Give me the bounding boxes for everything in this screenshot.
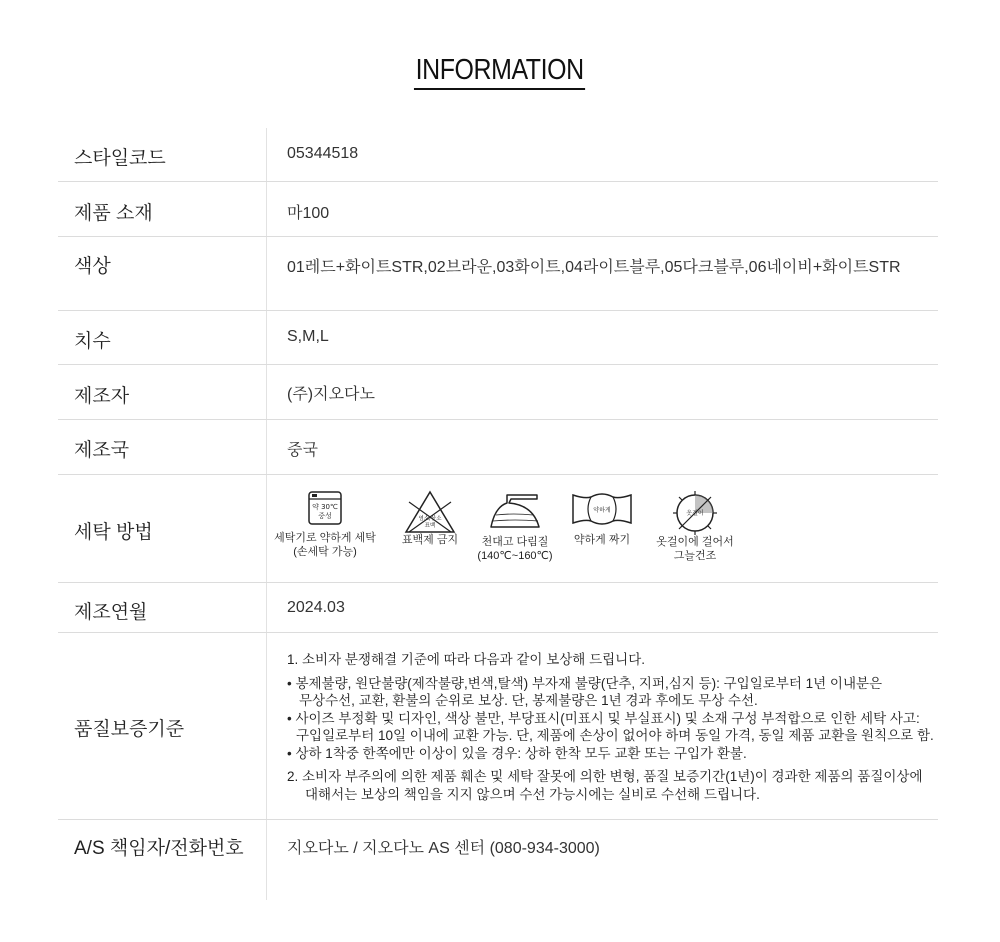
value-country: 중국	[287, 442, 318, 459]
label-country: 제조국	[74, 440, 130, 461]
care-symbols	[270, 489, 740, 571]
gentle-wring-icon	[571, 489, 633, 529]
quality-bullet-1-cont: 무상수선, 교환, 환불의 순위로 보상. 단, 봉제불량은 1년 경과 후에도 무상 수선.	[299, 693, 758, 708]
row-size	[58, 311, 938, 365]
svg-text:염소/산소: 염소/산소	[418, 516, 442, 522]
quality-bullet-3: • 상하 1착중 한쪽에만 이상이 있을 경우: 상하 한착 모두 교환 또는 구입가 환불.	[287, 745, 747, 761]
row-washing	[58, 475, 938, 583]
care-caption-dry: 옷걸이에 걸어서 그늘건조	[656, 536, 734, 562]
quality-item-1: 1. 소비자 분쟁해결 기준에 따라 다음과 같이 보상해 드립니다.	[287, 652, 645, 667]
label-maker: 제조자	[74, 386, 130, 407]
label-material: 제품 소재	[74, 203, 153, 224]
svg-text:약 30℃: 약 30℃	[312, 503, 338, 511]
row-as	[58, 820, 938, 900]
column-divider	[266, 475, 267, 582]
row-country	[58, 420, 938, 475]
quality-item-2-cont: 대해서는 보상의 책임을 지지 않으며 수선 가능시에는 실비로 수선해 드립니다.	[305, 786, 760, 802]
svg-text:약하게: 약하게	[593, 507, 611, 514]
column-divider	[266, 583, 267, 632]
label-as: A/S 책임자/전화번호	[74, 838, 244, 859]
label-size: 치수	[74, 331, 111, 352]
row-color	[58, 237, 938, 311]
value-maker: (주)지오다노	[287, 386, 375, 403]
column-divider	[266, 311, 267, 364]
row-date	[58, 583, 938, 633]
hang-dry-shade-icon	[671, 489, 719, 535]
column-divider	[266, 420, 267, 474]
page-header	[0, 52, 1000, 90]
column-divider	[266, 820, 267, 900]
value-date: 2024.03	[287, 599, 345, 616]
care-caption-wring: 약하게 짜기	[573, 534, 631, 546]
value-as: 지오다노 / 지오다노 AS 센터 (080-934-3000)	[287, 840, 600, 857]
quality-bullet-2-cont: 구입일로부터 10일 이내에 교환 가능. 단, 제품에 손상이 없어야 하며 동일 가격, 동일 제품 교환을 원칙으로 함.	[296, 728, 934, 743]
label-style-code: 스타일코드	[74, 148, 166, 169]
quality-bullet-2: • 사이즈 부정확 및 디자인, 색상 불만, 부당표시(미표시 및 부실표시) 및 소재 구성 부적합으로 인한 세탁 사고:	[287, 710, 920, 726]
label-washing: 세탁 방법	[74, 522, 153, 543]
care-item-iron	[470, 489, 560, 563]
value-color: 01레드+화이트STR,02브라운,03화이트,04라이트블루,05다크블루,06네이비+화이트STR	[287, 259, 901, 276]
quality-item-2: 2. 소비자 부주의에 의한 제품 훼손 및 세탁 잘못에 의한 변형, 품질 보증기간(1년)이 경과한 제품의 품질이상에	[287, 769, 923, 784]
page-title: INFORMATION	[414, 52, 585, 90]
svg-text:옷걸이: 옷걸이	[686, 510, 704, 517]
product-info-table	[58, 128, 938, 900]
column-divider	[266, 365, 267, 419]
column-divider	[266, 237, 267, 310]
column-divider	[266, 182, 267, 236]
svg-text:표백: 표백	[424, 523, 436, 529]
care-caption-wash: 세탁기로 약하게 세탁 (손세탁 가능)	[274, 532, 376, 558]
svg-text:중성: 중성	[318, 512, 332, 520]
care-item-wring	[562, 489, 642, 547]
quality-standard-text	[287, 651, 937, 803]
value-style-code: 05344518	[287, 145, 359, 162]
row-material	[58, 182, 938, 237]
care-item-dry	[650, 489, 740, 563]
label-quality: 품질보증기준	[74, 719, 185, 740]
care-item-bleach	[390, 489, 470, 547]
care-item-wash	[270, 489, 380, 559]
no-bleach-icon	[403, 489, 457, 535]
quality-bullet-1: • 봉제불량, 원단불량(제작불량,변색,탈색) 부자재 불량(단추, 지퍼,심지 등): 구입일로부터 1년 이내분은	[287, 675, 883, 691]
row-maker	[58, 365, 938, 420]
label-date: 제조연월	[74, 602, 148, 623]
row-style-code	[58, 128, 938, 182]
value-size: S,M,L	[287, 328, 329, 345]
column-divider	[266, 633, 267, 819]
label-color: 색상	[74, 256, 111, 277]
column-divider	[266, 128, 267, 181]
wash-tub-icon	[306, 489, 344, 527]
care-caption-bleach: 표백제 금지	[401, 534, 459, 546]
care-caption-iron: 천대고 다림질 (140℃~160℃)	[477, 536, 553, 562]
value-material: 마100	[287, 205, 330, 222]
iron-icon	[487, 489, 543, 531]
row-quality	[58, 633, 938, 820]
